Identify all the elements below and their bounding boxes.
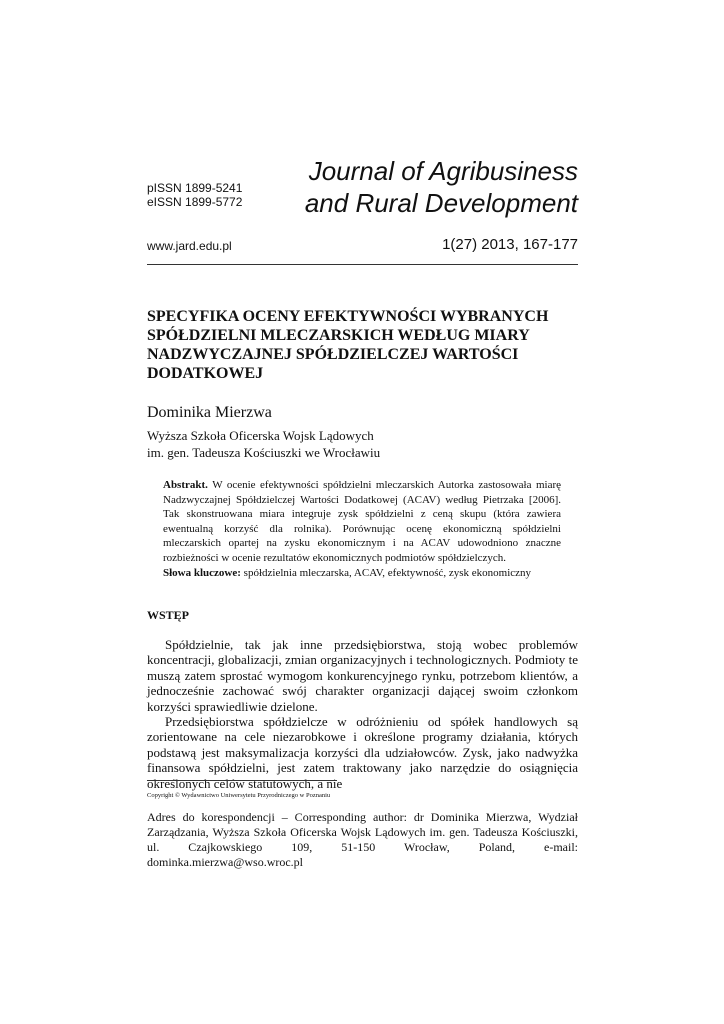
keywords-label: Słowa kluczowe: — [163, 567, 241, 579]
abstract-text: W ocenie efektywności spółdzielni mleczarskich Autorka zastosowała miarę Nadzwyczajnej Spółdzielczej Wartości Dodatkowej (ACAV) według Pietrzaka [2006]. Tak skonstruowana miara integruje zysk spółdzielni z ceną skupu (która zawiera ewentualną korzyść dla rolnika). Porównując ocenę ekonomiczną spółdzielni mleczarskich opartej na zysku ekonomicznym i na ACAV udowodniono znaczne rozbieżności w ocenie rezultatów ekonomicznych podmiotów spółdzielczych. — [163, 479, 561, 564]
body-text — [147, 637, 578, 791]
author-name: Dominika Mierzwa — [147, 404, 272, 421]
pissn: pISSN 1899-5241 — [147, 181, 243, 195]
abstract — [163, 478, 561, 565]
section-heading: WSTĘP — [147, 608, 190, 622]
correspondence-note: Adres do korespondencji – Corresponding author: dr Dominika Mierzwa, Wydział Zarządzania, Wyższa Szkoła Oficerska Wojsk Lądowych im. gen. Tadeusza Kościuszki, ul. Czajkowskiego 109, 51-150 Wrocław, Poland, e-mail: dominka.mierzwa@wso.wroc.pl — [147, 810, 578, 869]
article-title: SPECYFIKA OCENY EFEKTYWNOŚCI WYBRANYCH SPÓŁDZIELNI MLECZARSKICH WEDŁUG MIARY NADZWYCZAJNEJ SPÓŁDZIELCZEJ WARTOŚCI DODATKOWEJ — [147, 308, 549, 382]
copyright-note: Copyright © Wydawnictwo Uniwersytetu Przyrodniczego w Poznaniu — [147, 792, 331, 799]
keywords-text: spółdzielnia mleczarska, ACAV, efektywność, zysk ekonomiczny — [243, 567, 532, 579]
affiliation-line2: im. gen. Tadeusza Kościuszki we Wrocławiu — [147, 445, 381, 460]
issn-block — [147, 181, 242, 209]
footnote-divider — [147, 780, 337, 781]
journal-url: www.jard.edu.pl — [147, 239, 232, 253]
journal-title-line2: and Rural Development — [304, 188, 578, 218]
issue-info: 1(27) 2013, 167-177 — [442, 236, 578, 253]
journal-title-line1: Journal of Agribusiness — [308, 156, 578, 186]
journal-title — [305, 155, 578, 219]
paragraph-2: Przedsiębiorstwa spółdzielcze w odróżnieniu od spółek handlowych są zorientowane na cele niezarobkowe i określone programy działania, których podstawą jest maksymalizacja korzyści dla udziałowców. Zysk, jako nadwyżka finansowa spółdzielni, jest zatem traktowany jako narzędzie do osiągnięcia określonych celów statutowych, a nie — [147, 714, 578, 791]
abstract-label: Abstrakt. — [163, 479, 208, 491]
paragraph-1: Spółdzielnie, tak jak inne przedsiębiorstwa, stoją wobec problemów koncentracji, globalizacji, zmian organizacyjnych i technologicznych. Podmioty te muszą zatem sprostać wymogom konkurencyjnego rynku, potrzebom klientów, a jednocześnie zachować swój charakter organizacji dającej swoim członkom korzyści sprawiedliwie dzielone. — [147, 637, 578, 714]
header-divider — [147, 264, 578, 265]
eissn: eISSN 1899-5772 — [147, 195, 243, 209]
affiliation — [147, 427, 380, 461]
keywords — [163, 566, 561, 580]
affiliation-line1: Wyższa Szkoła Oficerska Wojsk Lądowych — [147, 428, 374, 443]
